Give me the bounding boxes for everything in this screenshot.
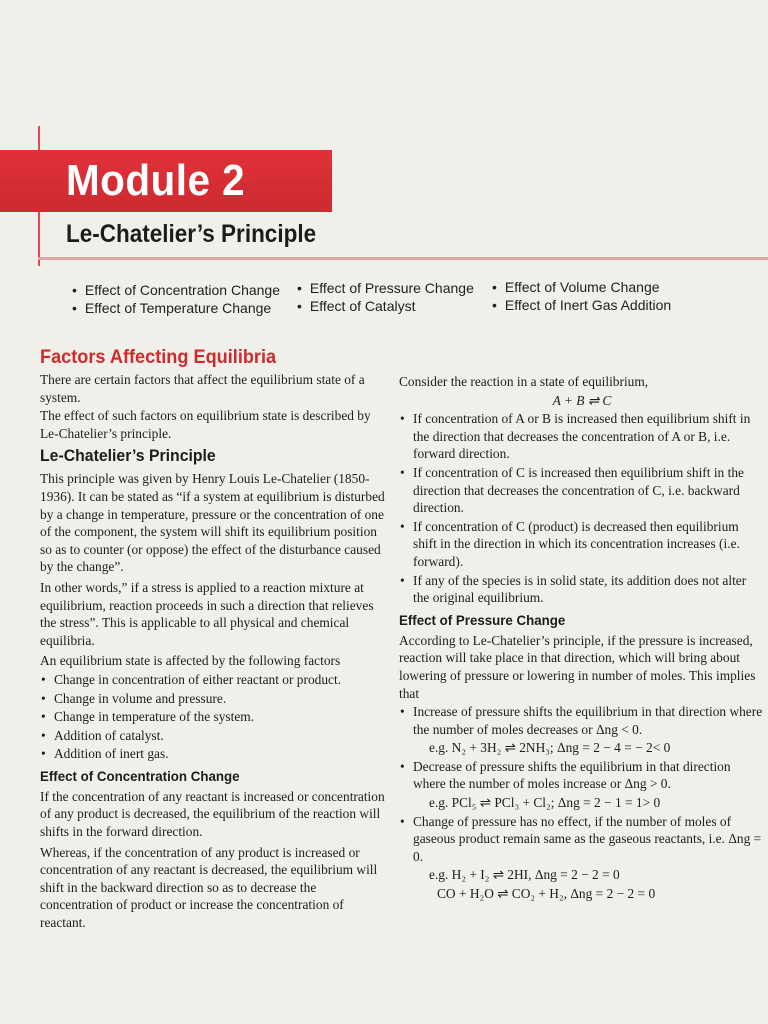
list-item: • Addition of inert gas. [40, 745, 387, 763]
list-item: • Change in volume and pressure. [40, 690, 387, 708]
page-title: Le-Chatelier’s Principle [66, 220, 317, 248]
paragraph: If the concentration of any reactant is increased or concentration of any product is decreased, the equilibrium of the reaction will shifts in the forward direction. [40, 788, 385, 840]
left-column [40, 345, 387, 933]
subsection-heading: Effect of Pressure Change [399, 611, 566, 628]
list-item: • Change of pressure has no effect, if the number of moles of gaseous product remain same as the gaseous reactants, i.e. Δng = 0. [399, 813, 765, 866]
equation: CO + H₂O ⇌ CO₂ + H₂, Δng = 2 − 2 = 0 [437, 886, 656, 902]
paragraph: In other words,” if a stress is applied to a reaction mixture at equilibrium, reaction proceeds in such a direction that relieves the stress”. This is applicable to all physical and chemical equilibria. [40, 579, 374, 648]
subsection-heading: Le-Chatelier’s Principle [40, 446, 216, 466]
subsection-heading: Effect of Concentration Change [40, 767, 240, 784]
reaction-equation: A + B ⇌ C [552, 392, 612, 408]
paragraph: This principle was given by Henry Louis Le-Chatelier (1850-1936). It can be stated as “if a system at equilibrium is disturbed by a change in temperature, pressure or the concentration of one of the component, the system will shift its equilibrium position so as to counter (or oppose) the effect of the disturbance caused by the change”. [40, 471, 385, 575]
module-title: Module 2 [66, 156, 246, 205]
list-item: • If concentration of A or B is increased then equilibrium shift in the direction that decreases the concentration of A or B, i.e. forward direction. [399, 410, 765, 463]
list-item: • If concentration of C (product) is decreased then equilibrium shift in the direction in which its concentration increases (i.e. forward). [399, 518, 765, 571]
right-column [399, 373, 765, 904]
paragraph: According to Le-Chatelier’s principle, if the pressure is increased, reaction will take place in that direction, which will bring about lowering of pressure or lowering in number of moles. This implies that [399, 632, 756, 701]
equation: e.g. H₂ + I₂ ⇌ 2HI, Δng = 2 − 2 = 0 [429, 867, 620, 883]
topic-item: • Effect of Pressure Change [297, 279, 474, 297]
paragraph: An equilibrium state is affected by the following factors [40, 653, 341, 669]
list-item: • Decrease of pressure shifts the equilibrium in that direction where the number of moles increase or Δng > 0. [399, 758, 765, 793]
section-heading: Factors Affecting Equilibria [40, 346, 277, 368]
list-item: • Change in concentration of either reactant or product. [40, 671, 387, 689]
pressure-points [399, 703, 765, 903]
topic-item: • Effect of Catalyst [297, 297, 415, 315]
header-divider [38, 257, 768, 260]
list-item: • If any of the species is in solid state, its addition does not alter the original equilibrium. [399, 572, 765, 607]
topic-item: • Effect of Concentration Change [72, 281, 280, 299]
equation: e.g. N₂ + 3H₂ ⇌ 2NH₃; Δng = 2 − 4 = − 2< 0 [429, 740, 671, 756]
paragraph: The effect of such factors on equilibrium state is described by Le-Chatelier’s principle. [40, 408, 371, 441]
list-item: • If concentration of C is increased then equilibrium shift in the direction that decreases the concentration of C, i.e. backward direction. [399, 464, 765, 517]
factors-list [40, 671, 387, 763]
topic-item: • Effect of Volume Change [492, 278, 660, 296]
equation: e.g. PCl₅ ⇌ PCl₃ + Cl₂; Δng = 2 − 1 = 1> 0 [429, 795, 661, 811]
list-item: • Addition of catalyst. [40, 727, 387, 745]
list-item: • Increase of pressure shifts the equilibrium in that direction where the number of moles decreases or Δng < 0. [399, 703, 765, 738]
topic-item: • Effect of Inert Gas Addition [492, 296, 671, 314]
concentration-points [399, 410, 765, 607]
paragraph: Whereas, if the concentration of any product is increased or concentration of any reactant is decreased, the equilibrium will shift in the backward direction so as to decrease the concentration of product or increase the concentration of reactant. [40, 844, 378, 931]
paragraph: Consider the reaction in a state of equilibrium, [399, 374, 649, 389]
topic-item: • Effect of Temperature Change [72, 299, 271, 317]
list-item: • Change in temperature of the system. [40, 708, 387, 726]
paragraph: There are certain factors that affect the equilibrium state of a system. [40, 372, 365, 405]
